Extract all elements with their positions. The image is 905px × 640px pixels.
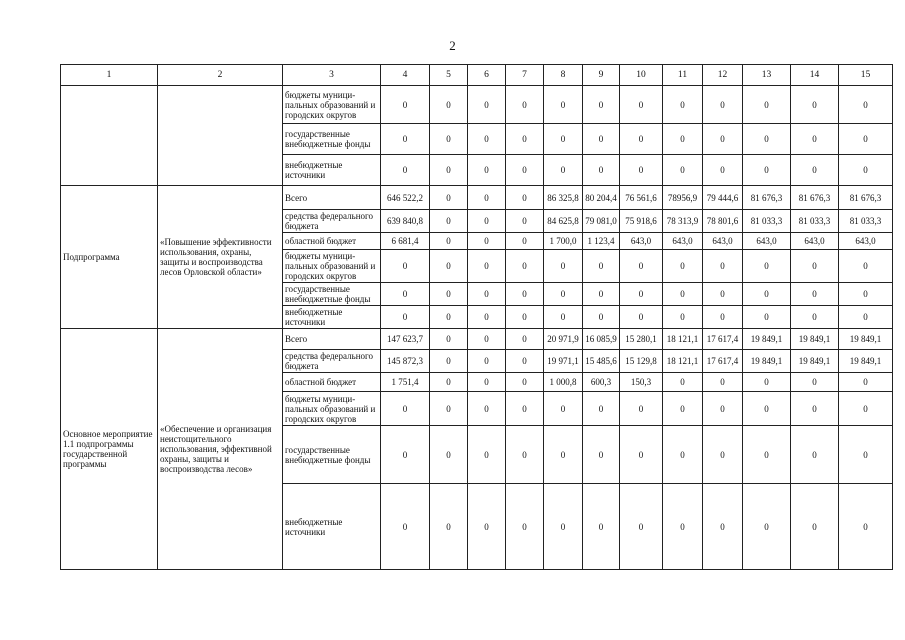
value-cell: 0 [703,426,743,484]
value-cell: 0 [468,283,506,306]
value-cell: 81 676,3 [839,186,893,210]
value-cell: 0 [506,484,544,570]
value-cell: 0 [743,306,791,329]
value-cell: 0 [791,373,839,392]
value-cell: 0 [381,392,430,426]
value-cell: 78 313,9 [663,210,703,233]
funding-source-label: бюджеты муници-пальных образований и городских округов [283,250,381,283]
value-cell: 0 [381,124,430,155]
value-cell: 19 849,1 [839,329,893,350]
value-cell: 0 [620,124,663,155]
value-cell: 81 033,3 [839,210,893,233]
value-cell: 0 [663,426,703,484]
item-type-cell [61,86,158,186]
value-cell: 16 085,9 [583,329,620,350]
funding-source-label: областной бюджет [283,233,381,250]
value-cell: 0 [430,283,468,306]
value-cell: 19 849,1 [743,350,791,373]
value-cell: 0 [506,186,544,210]
value-cell: 0 [430,155,468,186]
funding-source-label: Всего [283,329,381,350]
header-col-4: 4 [381,65,430,86]
value-cell: 0 [544,86,583,124]
value-cell: 646 522,2 [381,186,430,210]
header-col-7: 7 [506,65,544,86]
value-cell: 0 [468,155,506,186]
value-cell: 0 [430,250,468,283]
value-cell: 0 [791,283,839,306]
value-cell: 0 [430,426,468,484]
value-cell: 0 [583,124,620,155]
value-cell: 0 [743,484,791,570]
value-cell: 0 [791,392,839,426]
value-cell: 0 [468,124,506,155]
value-cell: 15 129,8 [620,350,663,373]
value-cell: 0 [468,350,506,373]
header-col-9: 9 [583,65,620,86]
value-cell: 19 849,1 [791,350,839,373]
value-cell: 0 [620,426,663,484]
value-cell: 639 840,8 [381,210,430,233]
value-cell: 0 [791,86,839,124]
value-cell: 0 [544,283,583,306]
value-cell: 15 280,1 [620,329,663,350]
value-cell: 0 [839,426,893,484]
value-cell: 76 561,6 [620,186,663,210]
value-cell: 600,3 [583,373,620,392]
value-cell: 643,0 [791,233,839,250]
value-cell: 0 [506,350,544,373]
header-col-10: 10 [620,65,663,86]
value-cell: 0 [703,124,743,155]
header-col-6: 6 [468,65,506,86]
value-cell: 0 [583,86,620,124]
table-row [61,329,893,350]
value-cell: 0 [430,350,468,373]
value-cell: 0 [506,124,544,155]
value-cell: 0 [791,306,839,329]
value-cell: 0 [583,283,620,306]
value-cell: 0 [430,186,468,210]
value-cell: 0 [583,426,620,484]
value-cell: 0 [544,155,583,186]
funding-source-label: средства федерального бюджета [283,210,381,233]
value-cell: 0 [743,373,791,392]
value-cell: 0 [663,86,703,124]
header-col-11: 11 [663,65,703,86]
value-cell: 0 [620,86,663,124]
value-cell: 79 444,6 [703,186,743,210]
value-cell: 0 [468,86,506,124]
value-cell: 643,0 [663,233,703,250]
funding-source-label: средства федерального бюджета [283,350,381,373]
header-col-2: 2 [158,65,283,86]
funding-source-label: областной бюджет [283,373,381,392]
table-body [61,65,893,570]
value-cell: 0 [381,155,430,186]
value-cell: 0 [703,484,743,570]
value-cell: 81 676,3 [791,186,839,210]
value-cell: 84 625,8 [544,210,583,233]
value-cell: 0 [544,306,583,329]
value-cell: 0 [506,233,544,250]
value-cell: 20 971,9 [544,329,583,350]
value-cell: 0 [743,426,791,484]
value-cell: 0 [839,484,893,570]
value-cell: 0 [743,155,791,186]
funding-source-label: внебюджетные источники [283,306,381,329]
value-cell: 0 [663,392,703,426]
value-cell: 6 681,4 [381,233,430,250]
value-cell: 0 [743,392,791,426]
value-cell: 0 [839,250,893,283]
value-cell: 0 [839,373,893,392]
header-col-8: 8 [544,65,583,86]
item-type-cell: Подпрограмма [61,186,158,329]
value-cell: 0 [544,124,583,155]
value-cell: 0 [620,392,663,426]
value-cell: 0 [430,392,468,426]
value-cell: 0 [506,283,544,306]
budget-table [60,64,893,570]
value-cell: 145 872,3 [381,350,430,373]
funding-source-label: государственные внебюджетные фонды [283,283,381,306]
value-cell: 0 [663,250,703,283]
value-cell: 81 033,3 [743,210,791,233]
value-cell: 17 617,4 [703,350,743,373]
value-cell: 0 [620,250,663,283]
value-cell: 17 617,4 [703,329,743,350]
value-cell: 0 [430,484,468,570]
value-cell: 643,0 [620,233,663,250]
value-cell: 19 849,1 [791,329,839,350]
value-cell: 0 [583,250,620,283]
value-cell: 75 918,6 [620,210,663,233]
value-cell: 0 [583,484,620,570]
value-cell: 0 [506,373,544,392]
item-name-cell [158,86,283,186]
funding-source-label: бюджеты муници-пальных образований и городских округов [283,86,381,124]
page-number: 2 [449,38,456,53]
table-row [61,86,893,124]
item-type-cell: Основное мероприятие 1.1 подпрограммы государственной программы [61,329,158,570]
value-cell: 0 [839,392,893,426]
value-cell: 0 [663,373,703,392]
value-cell: 0 [430,373,468,392]
value-cell: 0 [791,426,839,484]
value-cell: 0 [544,484,583,570]
value-cell: 0 [468,233,506,250]
item-name-cell: «Повышение эффективности использования, охраны, защиты и воспроизводства лесов Орловской области» [158,186,283,329]
value-cell: 0 [663,155,703,186]
header-col-15: 15 [839,65,893,86]
value-cell: 0 [583,392,620,426]
value-cell: 0 [468,329,506,350]
value-cell: 0 [663,306,703,329]
funding-source-label: государственные внебюджетные фонды [283,426,381,484]
value-cell: 78 801,6 [703,210,743,233]
value-cell: 0 [703,392,743,426]
funding-source-label: государственные внебюджетные фонды [283,124,381,155]
value-cell: 0 [430,306,468,329]
value-cell: 0 [468,392,506,426]
value-cell: 0 [430,210,468,233]
header-col-12: 12 [703,65,743,86]
value-cell: 0 [743,250,791,283]
value-cell: 0 [468,210,506,233]
value-cell: 643,0 [839,233,893,250]
value-cell: 19 849,1 [839,350,893,373]
value-cell: 0 [430,329,468,350]
value-cell: 0 [381,283,430,306]
value-cell: 0 [583,155,620,186]
value-cell: 15 485,6 [583,350,620,373]
value-cell: 0 [839,306,893,329]
value-cell: 0 [620,306,663,329]
value-cell: 0 [743,124,791,155]
value-cell: 0 [839,283,893,306]
value-cell: 0 [703,283,743,306]
value-cell: 0 [791,484,839,570]
value-cell: 0 [506,329,544,350]
value-cell: 0 [468,426,506,484]
value-cell: 0 [839,86,893,124]
value-cell: 0 [506,86,544,124]
value-cell: 0 [703,373,743,392]
value-cell: 0 [430,86,468,124]
value-cell: 0 [506,392,544,426]
value-cell: 0 [544,250,583,283]
value-cell: 0 [544,426,583,484]
value-cell: 0 [468,306,506,329]
funding-source-label: внебюджетные источники [283,155,381,186]
header-row [61,65,893,86]
value-cell: 0 [381,250,430,283]
value-cell: 1 000,8 [544,373,583,392]
value-cell: 0 [703,86,743,124]
header-col-13: 13 [743,65,791,86]
value-cell: 1 751,4 [381,373,430,392]
value-cell: 0 [703,306,743,329]
header-col-1: 1 [61,65,158,86]
value-cell: 1 700,0 [544,233,583,250]
value-cell: 18 121,1 [663,350,703,373]
value-cell: 0 [544,392,583,426]
value-cell: 0 [663,124,703,155]
value-cell: 0 [743,86,791,124]
value-cell: 0 [663,283,703,306]
value-cell: 0 [506,155,544,186]
value-cell: 0 [506,210,544,233]
value-cell: 0 [791,155,839,186]
value-cell: 80 204,4 [583,186,620,210]
value-cell: 0 [468,373,506,392]
value-cell: 0 [381,484,430,570]
value-cell: 0 [381,306,430,329]
value-cell: 0 [506,306,544,329]
value-cell: 0 [791,250,839,283]
value-cell: 643,0 [743,233,791,250]
value-cell: 0 [468,250,506,283]
value-cell: 0 [620,283,663,306]
value-cell: 0 [620,484,663,570]
funding-source-label: внебюджетные источники [283,484,381,570]
value-cell: 78956,9 [663,186,703,210]
value-cell: 0 [703,250,743,283]
value-cell: 0 [839,124,893,155]
value-cell: 0 [583,306,620,329]
value-cell: 0 [381,86,430,124]
value-cell: 0 [506,250,544,283]
header-col-3: 3 [283,65,381,86]
value-cell: 147 623,7 [381,329,430,350]
value-cell: 0 [839,155,893,186]
value-cell: 86 325,8 [544,186,583,210]
value-cell: 0 [506,426,544,484]
item-name-cell: «Обеспечение и организация неистощительного использования, эффективной охраны, защиты и воспроизводства лесов» [158,329,283,570]
value-cell: 0 [620,155,663,186]
header-col-14: 14 [791,65,839,86]
value-cell: 79 081,0 [583,210,620,233]
value-cell: 81 676,3 [743,186,791,210]
funding-source-label: бюджеты муници-пальных образований и городских округов [283,392,381,426]
value-cell: 643,0 [703,233,743,250]
value-cell: 19 971,1 [544,350,583,373]
value-cell: 0 [430,124,468,155]
value-cell: 0 [791,124,839,155]
value-cell: 0 [468,484,506,570]
header-col-5: 5 [430,65,468,86]
value-cell: 0 [468,186,506,210]
value-cell: 0 [381,426,430,484]
table-row [61,186,893,210]
value-cell: 0 [430,233,468,250]
value-cell: 0 [703,155,743,186]
value-cell: 18 121,1 [663,329,703,350]
value-cell: 81 033,3 [791,210,839,233]
value-cell: 0 [743,283,791,306]
value-cell: 19 849,1 [743,329,791,350]
funding-source-label: Всего [283,186,381,210]
value-cell: 0 [663,484,703,570]
value-cell: 1 123,4 [583,233,620,250]
value-cell: 150,3 [620,373,663,392]
